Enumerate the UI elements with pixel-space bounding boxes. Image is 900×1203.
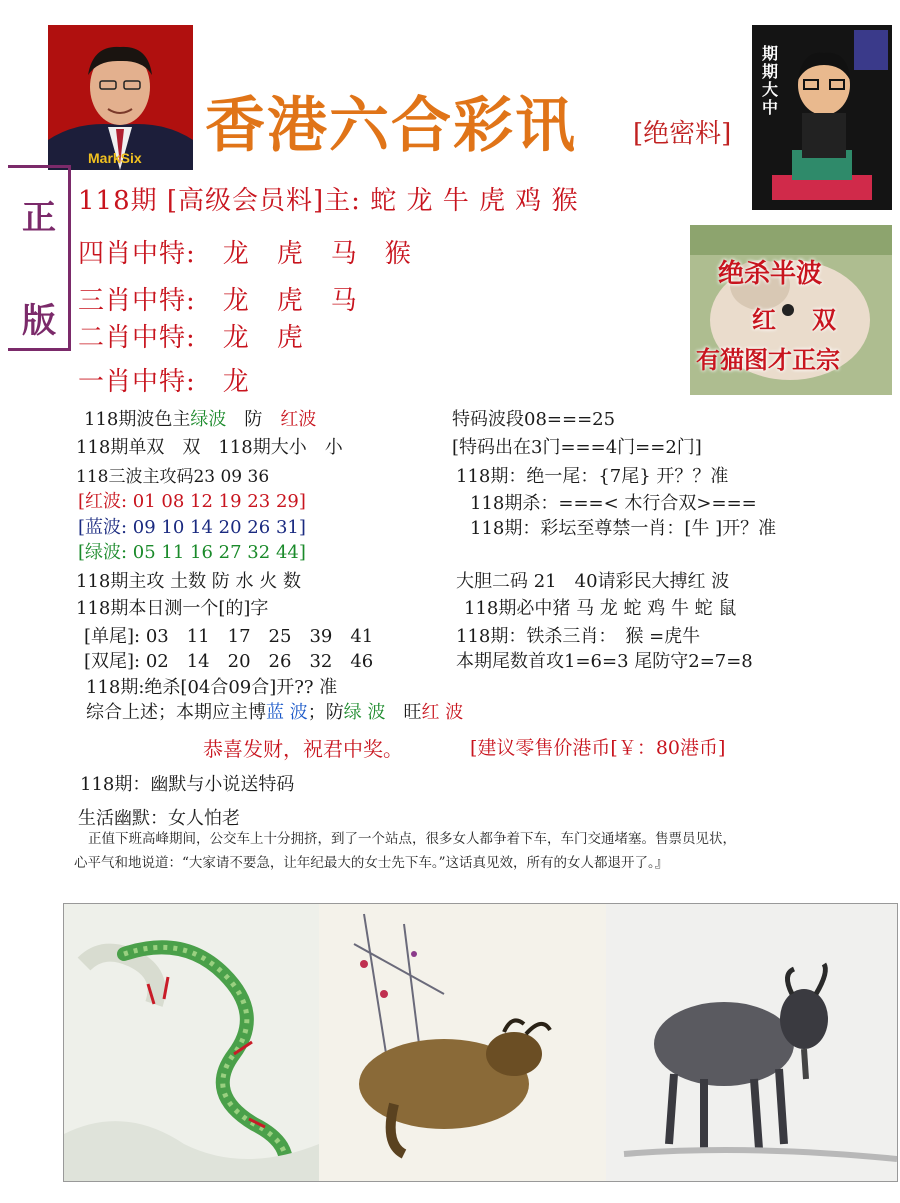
single-double-line: 118期单双 双 118期大小 小: [76, 437, 343, 458]
summary-green: 绿 波: [343, 702, 386, 723]
one-zodiac-line: 一肖中特: 龙: [78, 367, 250, 397]
humor-title: 生活幽默：女人怕老: [78, 808, 240, 829]
wave-color-red: 红波: [280, 409, 317, 430]
summary-line: [86, 698, 463, 724]
dragon-painting: [64, 904, 319, 1181]
cat-box-red: 红: [752, 305, 776, 334]
wave-color-green: 绿波: [190, 409, 227, 430]
wave-color-mid: 防: [226, 409, 281, 430]
summary-mid: ；防: [307, 702, 344, 723]
goat-painting: [606, 904, 897, 1181]
price-text: [建议零售价港币[￥：80港币]: [470, 737, 726, 759]
zodiac-paintings-strip: [63, 903, 898, 1182]
summary-red: 红 波: [421, 702, 464, 723]
page-title: 香港六合彩讯: [205, 91, 577, 161]
green-wave-numbers: [绿波: 05 11 16 27 32 44]: [78, 542, 306, 563]
humor-body-line1: 正值下班高峰期间，公交车上十分拥挤，到了一个站点，很多女人都争着下车，车门交通堵塞。售票员见状，: [88, 831, 736, 847]
two-zodiac-line: 二肖中特: 龙 虎: [78, 323, 304, 353]
humor-heading: 118期：幽默与小说送特码: [80, 774, 295, 795]
marksix-logo-text: MarkSix: [88, 150, 142, 166]
forbid-line: 118期：彩坛至尊禁一肖：[牛 ]开？准: [470, 518, 777, 539]
mascot-sign-text: 期期大中: [762, 44, 779, 117]
double-tail-line: [双尾]: 02 14 20 26 32 46: [84, 651, 374, 672]
three-zodiac-line: 三肖中特: 龙 虎 马: [78, 286, 358, 316]
tail-attack-line: 本期尾数首攻1=6=3 尾防守2=7=8: [456, 651, 753, 672]
summary-blue: 蓝 波: [266, 702, 308, 723]
kill-three-line: 118期：铁杀三肖： 猴 =虎牛: [456, 626, 701, 647]
four-zodiac-line: 四肖中特: 龙 虎 马 猴: [78, 239, 412, 269]
guess-char-line: 118期本日测一个[的]字: [76, 598, 269, 619]
wave-color-line: [84, 405, 316, 431]
cat-box-line3: 有猫图才正宗: [696, 345, 840, 374]
cat-box-line1: 绝杀半波: [718, 259, 823, 289]
wave-color-prefix: 118期波色主: [84, 409, 191, 430]
blue-wave-numbers: [蓝波: 09 10 14 20 26 31]: [78, 517, 306, 538]
bold-two-code-line: 大胆二码 21 40请彩民大搏红 波: [456, 571, 730, 592]
code-range-line: 特码波段08===25: [452, 409, 616, 430]
summary-prefix: 综合上述；本期应主博: [86, 702, 266, 723]
gate-line: [特码出在3门===4门==2门]: [452, 437, 702, 458]
page-subtitle: [绝密料]: [633, 119, 732, 149]
cat-image-box: [690, 225, 892, 395]
ox-painting: [319, 904, 606, 1181]
cartoon-mascot-image: [752, 25, 892, 210]
cat-box-double: 双: [812, 305, 836, 334]
single-tail-line: [单尾]: 03 11 17 25 39 41: [84, 626, 374, 647]
edition-badge-zheng: 正: [22, 198, 56, 238]
members-line: 118期 [高级会员料]主: 蛇 龙 牛 虎 鸡 猴: [78, 186, 579, 216]
congrats-text: 恭喜发财，祝君中奖。: [203, 737, 403, 761]
portrait-photo: [48, 25, 193, 170]
summary-mid2: 旺: [385, 702, 422, 723]
three-wave-line: 118三波主攻码23 09 36: [76, 467, 270, 487]
humor-body-line2: 心平气和地说道：“大家请不要急，让年纪最大的女士先下车。”这话真见效，所有的女人都退开了。』: [74, 855, 669, 871]
attack-line: 118期主攻 土数 防 水 火 数: [76, 571, 301, 592]
tail-line: 118期：绝一尾：{7尾} 开？？准: [456, 466, 729, 487]
kill-combo-line: 118期:绝杀[04合09合]开?? 准: [86, 677, 338, 698]
kill-element-line: 118期杀：===< 木行合双>===: [470, 493, 757, 514]
edition-badge-ban: 版: [22, 301, 56, 341]
must-hit-line: 118期必中猪 马 龙 蛇 鸡 牛 蛇 鼠: [464, 598, 737, 619]
red-wave-numbers: [红波: 01 08 12 19 23 29]: [78, 491, 306, 512]
